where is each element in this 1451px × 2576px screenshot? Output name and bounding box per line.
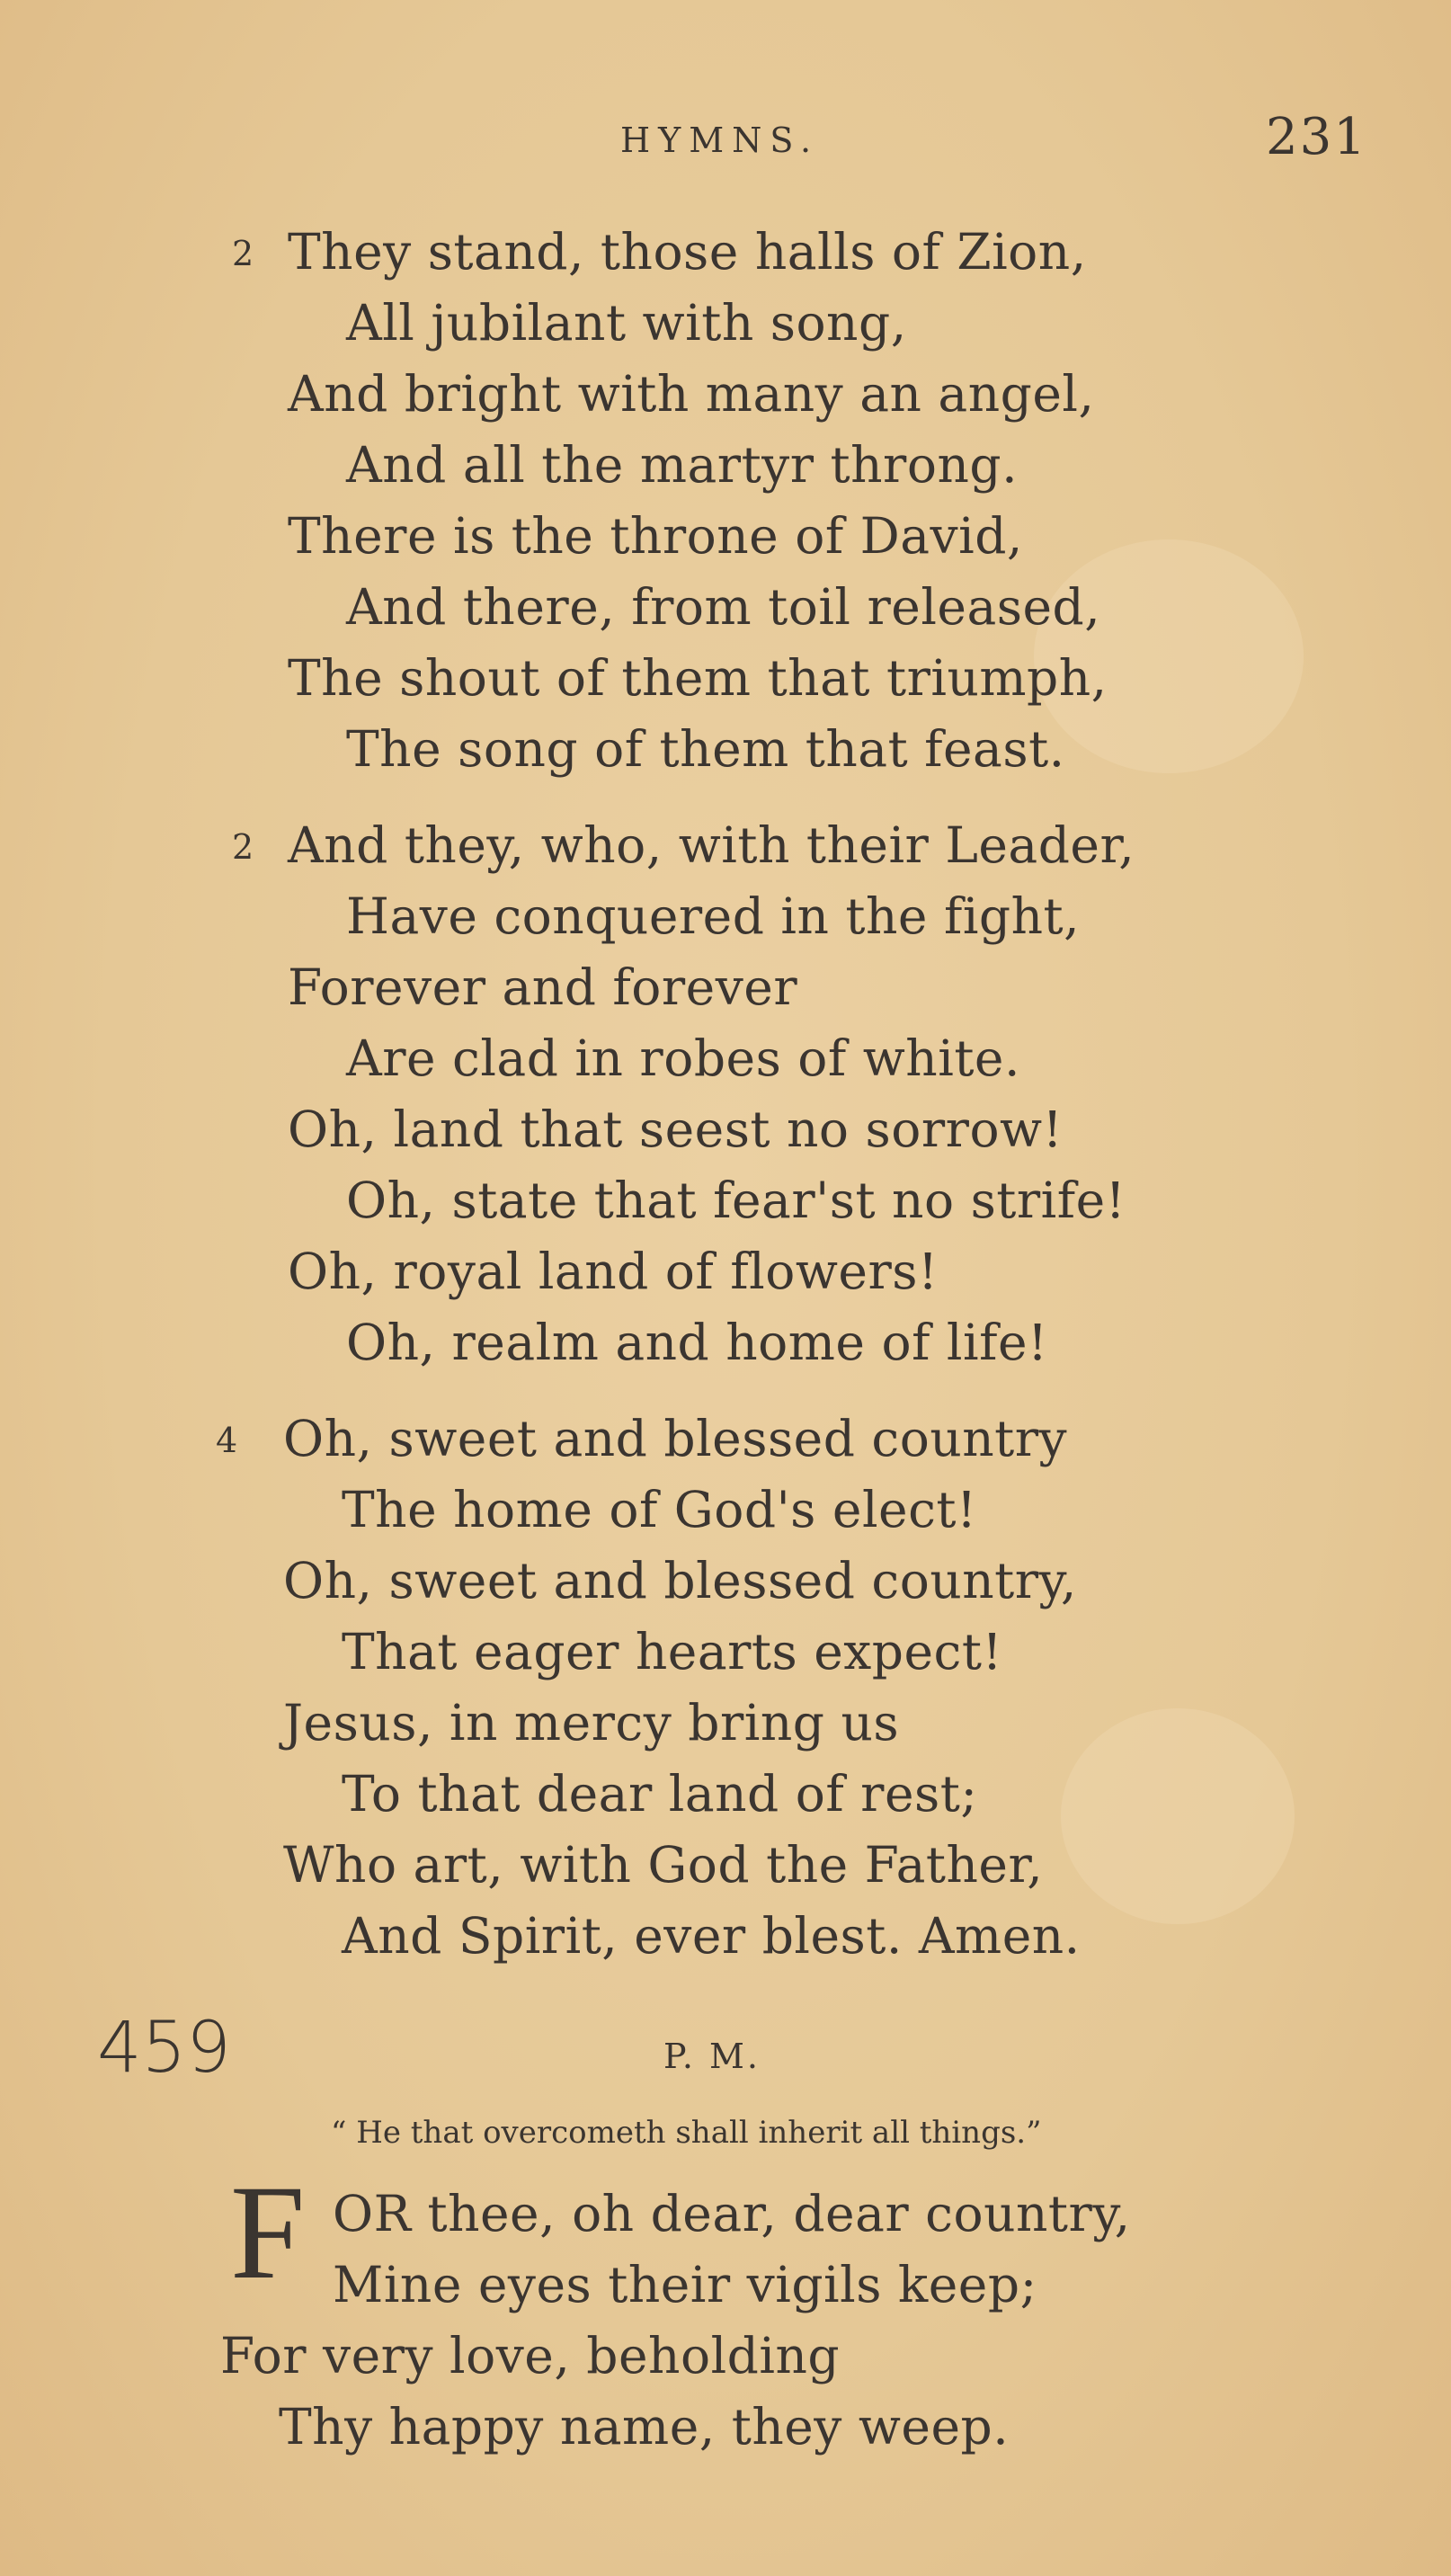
verse-line: And all the martyr throng. (346, 436, 1019, 494)
page-number: 231 (1266, 108, 1367, 166)
hymn-number: 459 (97, 2008, 231, 2089)
verse-line: That eager hearts expect! (342, 1623, 1003, 1680)
verse-line: Who art, with God the Father, (283, 1836, 1044, 1894)
paper-stain (1061, 1708, 1295, 1924)
verse-line: And Spirit, ever blest. Amen. (342, 1907, 1081, 1965)
verse-line: Mine eyes their vigils keep; (333, 2256, 1037, 2313)
verse-line: Oh, land that seest no sorrow! (288, 1101, 1064, 1158)
verse-line: All jubilant with song, (346, 294, 907, 352)
verse-line: The shout of them that triumph, (288, 649, 1108, 707)
verse-line: There is the throne of David, (288, 507, 1023, 565)
verse-line: Oh, sweet and blessed country, (283, 1552, 1077, 1609)
verse-line: For very love, beholding (220, 2327, 841, 2384)
drop-cap: F (230, 2158, 306, 2307)
verse-line: Forever and forever (288, 958, 798, 1016)
hymn-meter: P. M. (663, 2037, 761, 2076)
verse-number: 2 (232, 827, 254, 867)
verse-line: The home of God's elect! (342, 1481, 977, 1538)
verse-line: Oh, realm and home of life! (346, 1314, 1048, 1371)
verse-line: And they, who, with their Leader, (288, 816, 1135, 874)
verse-number: 2 (232, 234, 254, 273)
verse-line: Jesus, in mercy bring us (283, 1694, 900, 1752)
verse-line: And bright with many an angel, (288, 365, 1095, 423)
verse-number: 4 (216, 1421, 238, 1460)
verse-line: Oh, sweet and blessed country (283, 1410, 1068, 1467)
verse-line: Oh, royal land of flowers! (288, 1243, 939, 1300)
verse-line: OR thee, oh dear, dear country, (333, 2185, 1131, 2242)
hymn-epigraph: “ He that overcometh shall inherit all things.” (331, 2115, 1042, 2151)
verse-line: Are clad in robes of white. (346, 1030, 1020, 1087)
verse-line: Oh, state that fear'st no strife! (346, 1172, 1126, 1229)
verse-line: The song of them that feast. (346, 720, 1065, 778)
verse-line: And there, from toil released, (346, 578, 1101, 636)
running-head (0, 108, 1451, 169)
verse-line: They stand, those halls of Zion, (288, 223, 1087, 281)
running-title: HYMNS. (620, 120, 820, 160)
verse-line: Thy happy name, they weep. (279, 2398, 1010, 2456)
verse-line: Have conquered in the fight, (346, 887, 1081, 945)
verse-line: To that dear land of rest; (342, 1765, 978, 1823)
